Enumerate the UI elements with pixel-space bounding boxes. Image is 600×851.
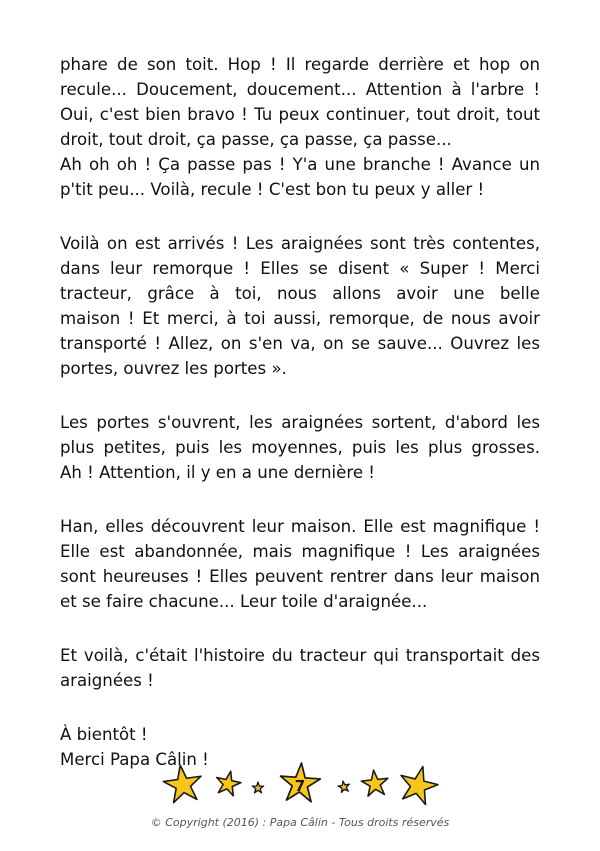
page-number: 7 [294,777,306,795]
text-line: plus petites, puis les moyennes, puis les plus grosses. [60,438,540,457]
text-line: Ah oh oh ! Ça passe pas ! Y'a une branche ! Avance un [60,155,540,174]
paragraph-1 [60,52,540,202]
text-line: araignées ! [60,671,154,690]
text-line: À bientôt ! [60,725,148,744]
star-icon [396,762,442,806]
star-icon [214,769,243,797]
text-line: transporté ! Allez, on s'en va, on se sauve... Ouvrez les [60,334,540,353]
story-text [60,52,540,801]
text-line: et se faire chacune... Leur toile d'araignée... [60,592,428,611]
text-line: dans leur remorque ! Elles se disent « Super ! Merci [60,259,540,278]
star-icon [337,780,350,793]
text-line: Han, elles découvrent leur maison. Elle est magnifique ! [60,517,540,536]
text-line: Oui, c'est bien bravo ! Tu peux continuer, tout droit, tout [60,105,540,124]
paragraph-2 [60,231,540,381]
text-line: Et voilà, c'était l'histoire du tracteur qui transportait des [60,646,540,665]
text-line: Les portes s'ouvrent, les araignées sortent, d'abord les [60,413,540,432]
star-icon [252,782,263,793]
text-line: sont heureuses ! Elles peuvent rentrer dans leur maison [60,567,540,586]
star-icon [360,769,389,797]
text-line: phare de son toit. Hop ! Il regarde derrière et hop on [60,55,540,74]
text-line: Elle est abandonnée, mais magnifique ! Les araignées [60,542,540,561]
text-line: portes, ouvrez les portes ». [60,359,287,378]
text-line: maison ! Et merci, à toi aussi, remorque, de nous avoir [60,309,540,328]
text-line: p'tit peu... Voilà, recule ! C'est bon tu peux y aller ! [60,180,485,199]
paragraph-3 [60,410,540,485]
text-line: recule... Doucement, doucement... Attention à l'arbre ! [60,80,540,99]
text-line: Voilà on est arrivés ! Les araignées sont très contentes, [60,234,540,253]
text-line: Merci Papa Câlin ! [60,750,209,769]
star-icon [161,763,204,804]
text-line: Ah ! Attention, il y en a une dernière ! [60,463,375,482]
stars-decoration [0,760,600,810]
paragraph-4 [60,514,540,614]
paragraph-5 [60,643,540,693]
text-line: droit, tout droit, ça passe, ça passe, ça passe... [60,130,452,149]
copyright-footer: © Copyright (2016) : Papa Câlin - Tous droits réservés [150,816,450,829]
text-line: tracteur, grâce à toi, nous allons avoir une belle [60,284,540,303]
